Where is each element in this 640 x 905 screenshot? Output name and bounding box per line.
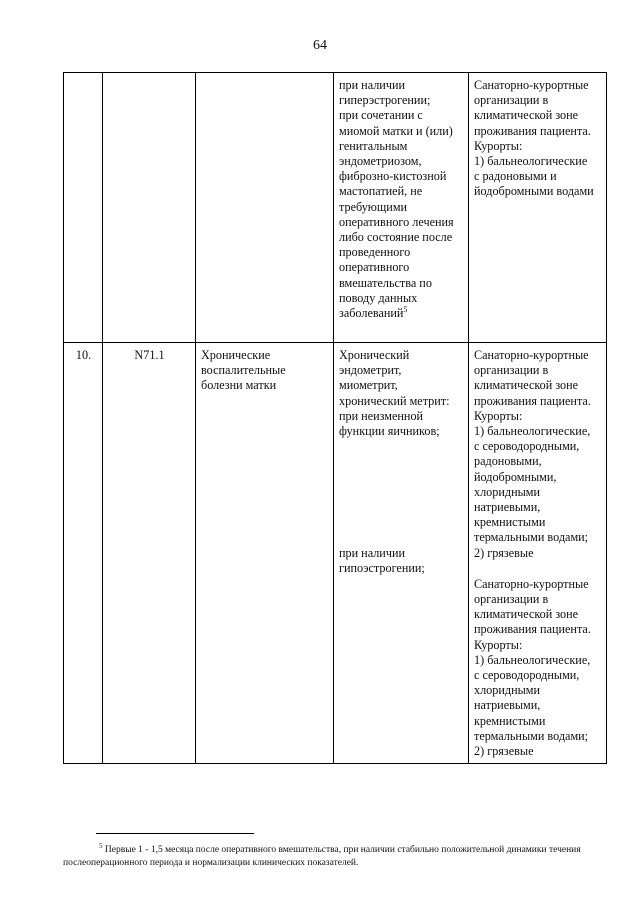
code-cell-empty <box>103 73 196 343</box>
condition-2-text: при наличии гипоэстрогении; <box>339 546 425 576</box>
number-cell-empty <box>64 73 103 343</box>
disease-cell-empty <box>196 73 334 343</box>
row-number: 10. <box>64 343 103 764</box>
condition-cell-row10 <box>334 343 469 764</box>
disease-name: Хронические воспалительные болезни матки <box>196 343 334 764</box>
treatment-cell <box>469 73 607 343</box>
footnote-mark: 5 <box>99 841 103 850</box>
page-number: 64 <box>313 38 327 53</box>
table-row-10 <box>64 343 607 764</box>
treatment-text: Санаторно-курортные организации в климатической зоне проживания пациента. Курорты: 1) бальнеологические с радоновыми и йодобромными водами <box>474 78 594 199</box>
treatment-2-text: Санаторно-курортные организации в климатической зоне проживания пациента. Курорты: 1) бальнеологические, с сероводородными, хлоридными натриевыми, кремнистыми термальными водами; 2) грязевые <box>474 576 591 759</box>
condition-text: при наличии гиперэстрогении; при сочетании с миомой матки и (или) генитальным эндометриозом, фиброзно-кистозной мастопатией, не требующими оперативного лечения либо состояние после проведенного оперативного вмешательства по поводу данных заболеваний$^5$ <box>339 78 454 321</box>
footnote-reference: 5 <box>403 304 408 314</box>
footnote <box>63 841 608 870</box>
table-row-continued <box>64 73 607 343</box>
condition-cell <box>334 73 469 343</box>
footnote-text: Первые 1 - 1,5 месяца после оперативного вмешательства, при наличии стабильно положительной динамики течения послеоперационного периода и нормализации клинических показателей. <box>63 845 581 868</box>
footnote-separator <box>96 833 254 834</box>
condition-1-text: Хронический эндометрит, миометрит, хронический метрит: при неизменной функции яичников; <box>339 348 450 439</box>
treatment-1-text: Санаторно-курортные организации в климатической зоне проживания пациента. Курорты: 1) бальнеологические, с сероводородными, радоновыми, йодобромными, хлоридными натриевыми, кремнистыми термальными водами; 2) грязевые <box>474 348 591 560</box>
treatment-cell-row10 <box>469 343 607 764</box>
icd-code: N71.1 <box>103 343 196 764</box>
resort-treatment-table <box>63 72 607 764</box>
